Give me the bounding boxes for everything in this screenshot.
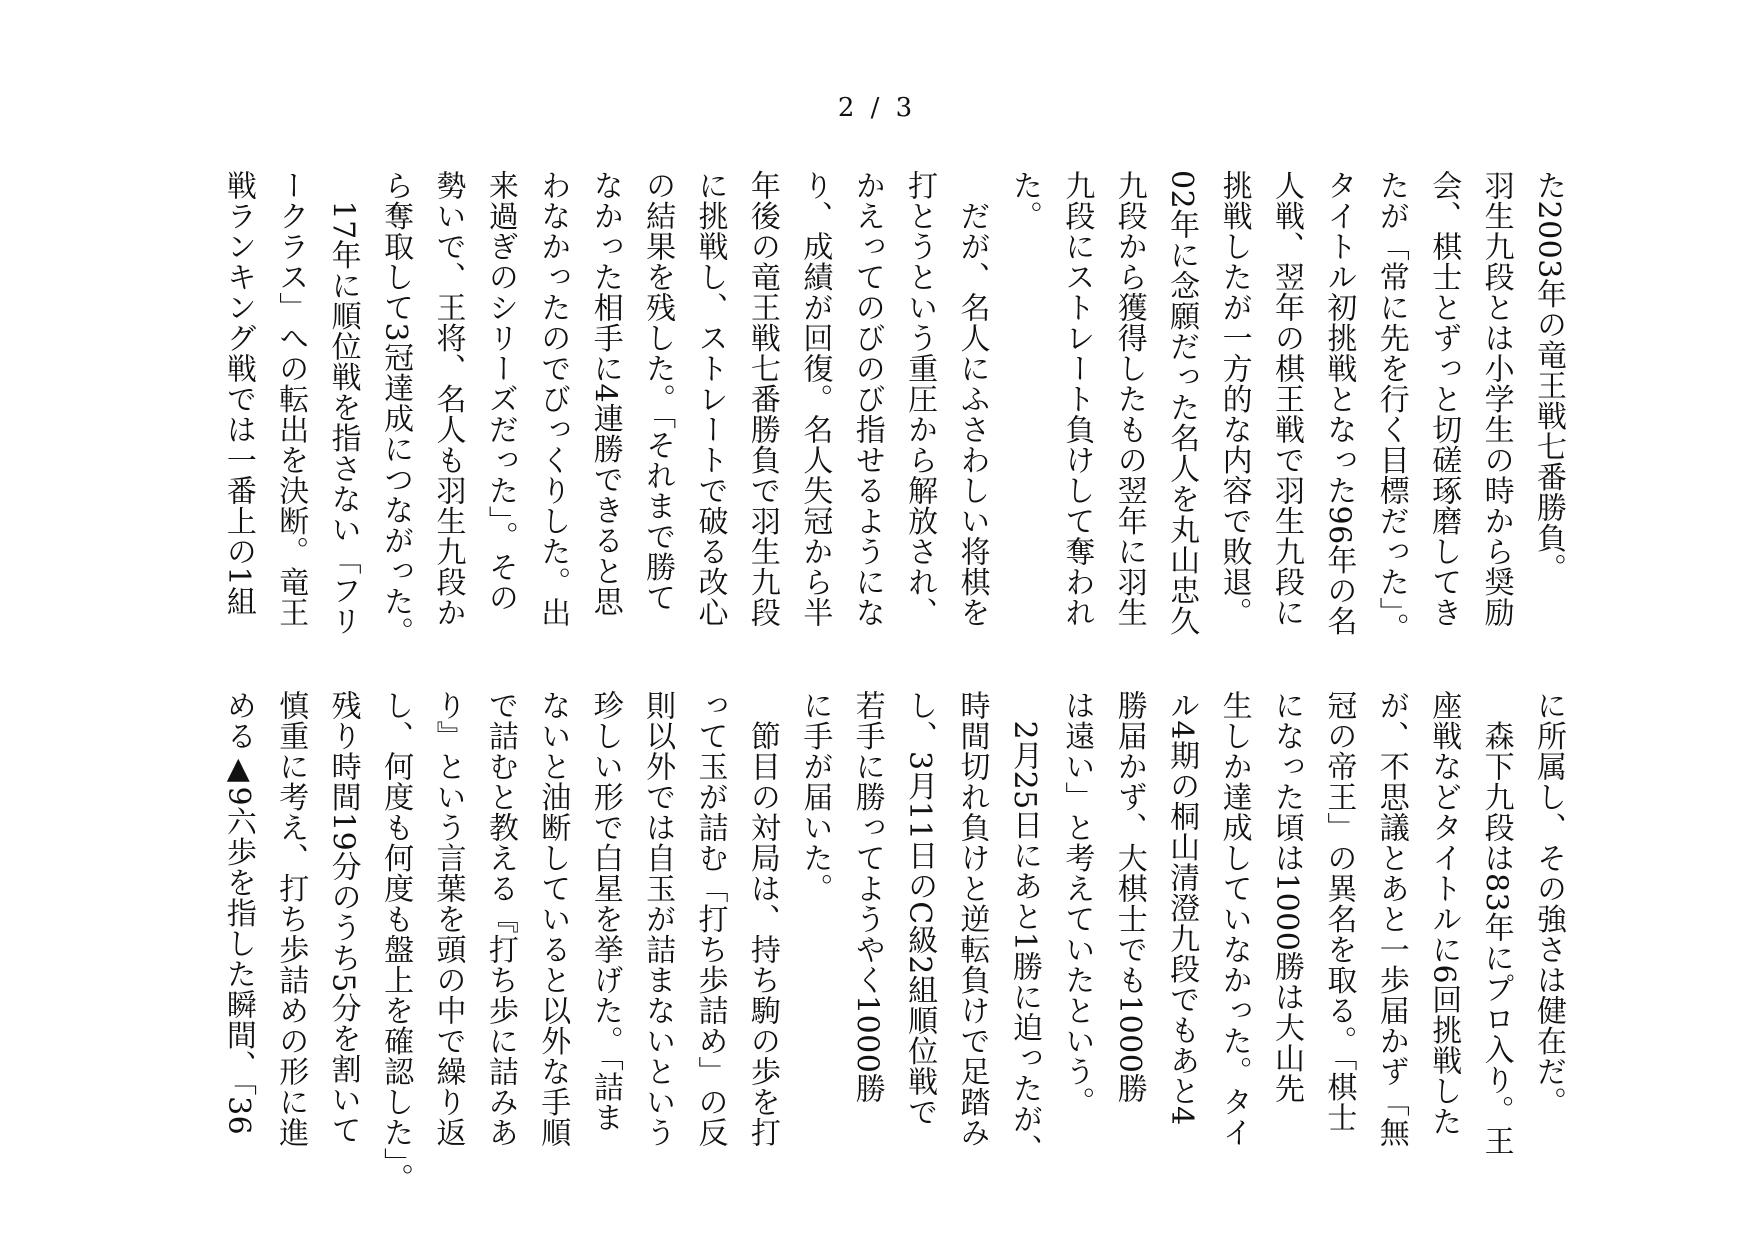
text-column: た。 xyxy=(1006,170,1042,231)
text-column: 17年に順位戦を指さない「フリ xyxy=(325,170,361,637)
article-text-top xyxy=(194,170,1574,648)
text-column: 座戦などタイトルに6回挑戦した xyxy=(1426,690,1462,1137)
text-column: 人戦、翌年の棋王戦で羽生九段に xyxy=(1268,170,1304,628)
text-column: ークラス」への転出を決断。竜王 xyxy=(273,170,309,628)
text-column: 年後の竜王戦七番勝負で羽生九段 xyxy=(744,170,780,628)
text-column: ないと油断していると以外な手順 xyxy=(535,690,571,1148)
text-column: に挑戦し、ストレートで破る改心 xyxy=(692,170,728,628)
text-column: 若手に勝ってようやく1000勝 xyxy=(849,690,885,1104)
text-column: 則以外では自玉が詰まないという xyxy=(640,690,676,1148)
text-column: の結果を残した。「それまで勝て xyxy=(640,170,676,613)
text-column: 来過ぎのシリーズだった」。その xyxy=(482,170,518,613)
text-column: 森下九段は83年にプロ入り。王 xyxy=(1478,690,1514,1157)
text-column: 戦ランキング戦では一番上の1組 xyxy=(220,170,256,617)
text-column: り』という言葉を頭の中で繰り返 xyxy=(430,690,466,1148)
text-column: 2月25日にあと1勝に迫ったが、 xyxy=(1006,690,1042,1165)
text-column: り、成績が回復。名人失冠から半 xyxy=(797,170,833,628)
text-column: 節目の対局は、持ち駒の歩を打 xyxy=(744,690,780,1148)
page-number: 2 / 3 xyxy=(837,93,917,123)
text-column: で詰むと教える『打ち歩に詰みあ xyxy=(482,690,518,1148)
text-column: 珍しい形で白星を挙げた。「詰ま xyxy=(587,690,623,1133)
text-column: 勝届かず、大棋士でも1000勝 xyxy=(1111,690,1147,1104)
text-column: 九段から獲得したもの翌年に羽生 xyxy=(1111,170,1147,628)
text-column: 打とうという重圧から解放され、 xyxy=(902,170,938,628)
text-column: し、3月11日のC級2組順位戦で xyxy=(902,690,938,1128)
text-column: タイトル初挑戦となった96年の名 xyxy=(1321,170,1357,637)
text-column: は遠い」と考えていたという。 xyxy=(1059,690,1095,1117)
text-column: 残り時間19分のうち5分を割いて xyxy=(325,690,361,1146)
text-column: 羽生九段とは小学生の時から奨励 xyxy=(1478,170,1514,628)
text-column: 冠の帝王」の異名を取る。「棋士 xyxy=(1321,690,1357,1133)
article-text-bottom xyxy=(194,690,1574,1194)
text-column: になった頃は1000勝は大山先 xyxy=(1268,690,1304,1104)
text-column: 慎重に考え、打ち歩詰めの形に進 xyxy=(273,690,309,1148)
text-column: 挑戦したが一方的な内容で敗退。 xyxy=(1216,170,1252,628)
text-column: し、何度も何度も盤上を確認した」。 xyxy=(378,690,414,1194)
text-column: める▲9六歩を指した瞬間、「36 xyxy=(220,690,256,1136)
text-column: たが「常に先を行く目標だった」。 xyxy=(1373,170,1409,643)
text-column: が、不思議とあと一歩届かず「無 xyxy=(1373,690,1409,1148)
text-column: なかった相手に4連勝できると思 xyxy=(587,170,623,617)
text-column: に所属し、その強さは健在だ。 xyxy=(1531,690,1566,1117)
text-column: わなかったのでびっくりした。出 xyxy=(535,170,571,628)
text-column: だが、名人にふさわしい将棋を xyxy=(954,170,990,628)
text-column: 九段にストレート負けして奪われ xyxy=(1059,170,1095,628)
text-column: って玉が詰む「打ち歩詰め」の反 xyxy=(692,690,728,1148)
text-column: に手が届いた。 xyxy=(797,690,833,904)
text-column: 会、棋士とずっと切磋琢磨してき xyxy=(1426,170,1462,628)
text-column: ル4期の桐山清澄九段でもあと4 xyxy=(1164,690,1200,1126)
text-column: た2003年の竜王戦七番勝負。 xyxy=(1531,170,1566,584)
text-column: 勢いで、王将、名人も羽生九段か xyxy=(430,170,466,628)
text-column: かえってのびのび指せるようにな xyxy=(849,170,885,628)
text-column: 時間切れ負けと逆転負けで足踏み xyxy=(954,690,990,1148)
text-column: 02年に念願だった名人を丸山忠久 xyxy=(1164,170,1200,637)
text-column: 生しか達成していなかった。タイ xyxy=(1216,690,1252,1148)
text-column: ら奪取して3冠達成につながった。 xyxy=(378,170,414,648)
